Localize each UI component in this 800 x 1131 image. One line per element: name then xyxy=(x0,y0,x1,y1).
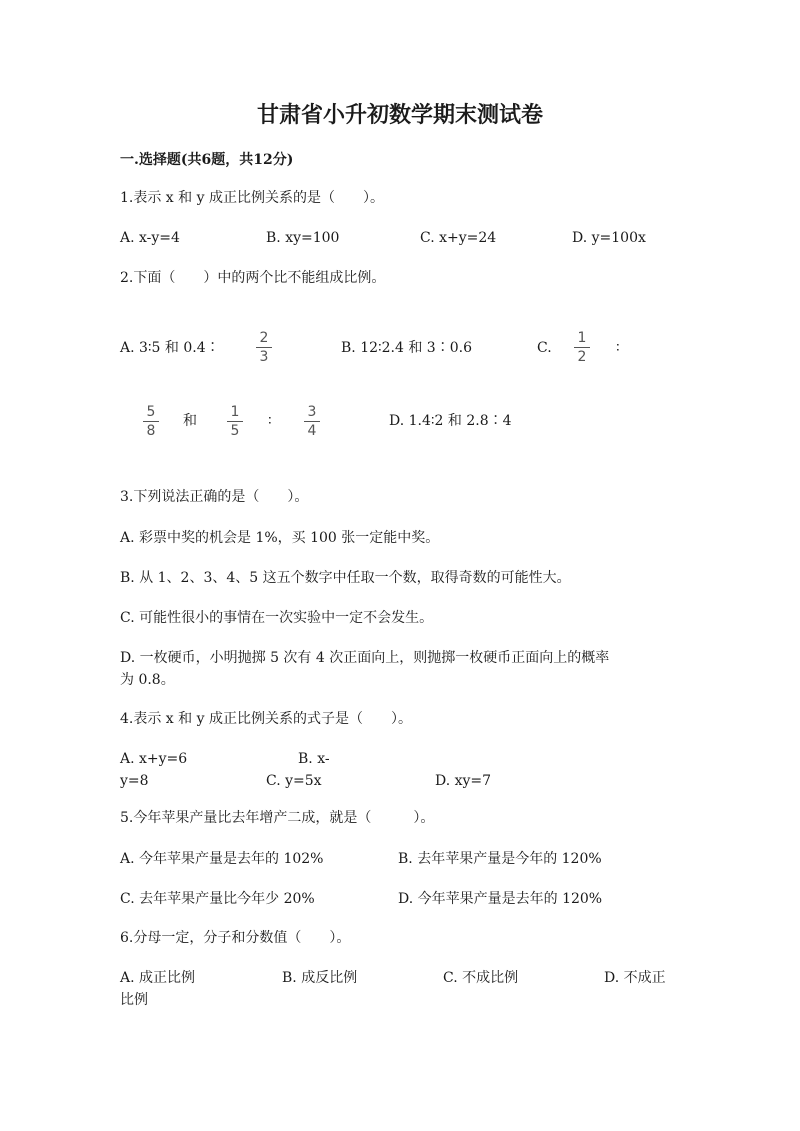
fraction-numerator: 1 xyxy=(230,404,240,420)
ratio-colon: ∶ xyxy=(616,340,620,356)
question-6-option-c[interactable]: C. 不成比例 xyxy=(443,970,519,986)
fraction-denominator: 4 xyxy=(307,423,317,439)
question-1-stem: 1.表示 x 和 y 成正比例关系的是（ ）。 xyxy=(120,190,384,206)
question-2-option-b[interactable]: B. 12∶2.4 和 3∶0.6 xyxy=(341,340,472,356)
fraction-bar xyxy=(227,421,243,422)
question-4-option-d[interactable]: D. xy=7 xyxy=(435,773,492,789)
fraction-numerator: 2 xyxy=(259,330,269,346)
question-2-option-a[interactable]: A. 3∶5 和 0.4∶ xyxy=(120,340,220,356)
question-4-stem: 4.表示 x 和 y 成正比例关系的式子是（ ）。 xyxy=(120,711,412,727)
fraction-denominator: 3 xyxy=(259,349,269,365)
fraction-numerator: 5 xyxy=(146,404,156,420)
question-3-option-d-continued[interactable]: 为 0.8。 xyxy=(120,672,175,688)
question-5-option-b[interactable]: B. 去年苹果产量是今年的 120% xyxy=(398,851,602,867)
fraction-three-quarters xyxy=(301,404,323,439)
question-3-option-b[interactable]: B. 从 1、2、3、4、5 这五个数字中任取一个数，取得奇数的可能性大。 xyxy=(120,570,571,586)
fraction-one-half xyxy=(571,330,593,365)
ratio-colon: ∶ xyxy=(268,413,272,429)
question-1-option-b[interactable]: B. xy=100 xyxy=(266,230,340,246)
question-3-stem: 3.下列说法正确的是（ ）。 xyxy=(120,489,309,505)
question-5-option-d[interactable]: D. 今年苹果产量是去年的 120% xyxy=(398,891,603,907)
question-6-option-a[interactable]: A. 成正比例 xyxy=(120,970,196,986)
question-3-option-d[interactable]: D. 一枚硬币，小明抛掷 5 次有 4 次正面向上，则抛掷一枚硬币正面向上的概率 xyxy=(120,650,610,666)
question-4-option-c[interactable]: C. y=5x xyxy=(266,773,322,789)
question-2-option-c[interactable]: C. xyxy=(537,340,552,356)
fraction-bar xyxy=(574,347,590,348)
question-2-stem: 2.下面（ ）中的两个比不能组成比例。 xyxy=(120,270,386,286)
question-6-option-d[interactable]: D. 不成正 xyxy=(604,970,666,986)
question-2-option-d[interactable]: D. 1.4∶2 和 2.8∶4 xyxy=(389,413,512,429)
fraction-bar xyxy=(304,421,320,422)
fraction-one-fifth xyxy=(224,404,246,439)
fraction-bar xyxy=(143,421,159,422)
question-1-option-c[interactable]: C. x+y=24 xyxy=(420,230,497,246)
and-label: 和 xyxy=(183,413,197,429)
question-5-option-c[interactable]: C. 去年苹果产量比今年少 20% xyxy=(120,891,315,907)
question-4-option-a[interactable]: A. x+y=6 xyxy=(120,751,188,767)
fraction-numerator: 1 xyxy=(577,330,587,346)
page-title: 甘肃省小升初数学期末测试卷 xyxy=(256,102,543,128)
question-6-stem: 6.分母一定，分子和分数值（ ）。 xyxy=(120,930,351,946)
question-6-option-d-continued[interactable]: 比例 xyxy=(120,992,148,1008)
fraction-five-eighths xyxy=(140,404,162,439)
fraction-denominator: 5 xyxy=(230,423,240,439)
question-3-option-c[interactable]: C. 可能性很小的事情在一次实验中一定不会发生。 xyxy=(120,610,434,626)
fraction-denominator: 8 xyxy=(146,423,156,439)
question-4-option-b[interactable]: B. x- xyxy=(298,751,330,767)
fraction-bar xyxy=(256,347,272,348)
question-1-option-d[interactable]: D. y=100x xyxy=(572,230,646,246)
fraction-two-thirds xyxy=(253,330,275,365)
section-heading: 一.选择题(共6题，共12分) xyxy=(120,152,294,168)
question-1-option-a[interactable]: A. x-y=4 xyxy=(120,230,180,246)
question-5-stem: 5.今年苹果产量比去年增产二成，就是（ ）。 xyxy=(120,810,435,826)
fraction-denominator: 2 xyxy=(577,349,587,365)
fraction-numerator: 3 xyxy=(307,404,317,420)
question-3-option-a[interactable]: A. 彩票中奖的机会是 1%，买 100 张一定能中奖。 xyxy=(120,530,440,546)
question-6-option-b[interactable]: B. 成反比例 xyxy=(282,970,358,986)
question-4-option-b-continued[interactable]: y=8 xyxy=(120,773,149,789)
question-5-option-a[interactable]: A. 今年苹果产量是去年的 102% xyxy=(120,851,324,867)
